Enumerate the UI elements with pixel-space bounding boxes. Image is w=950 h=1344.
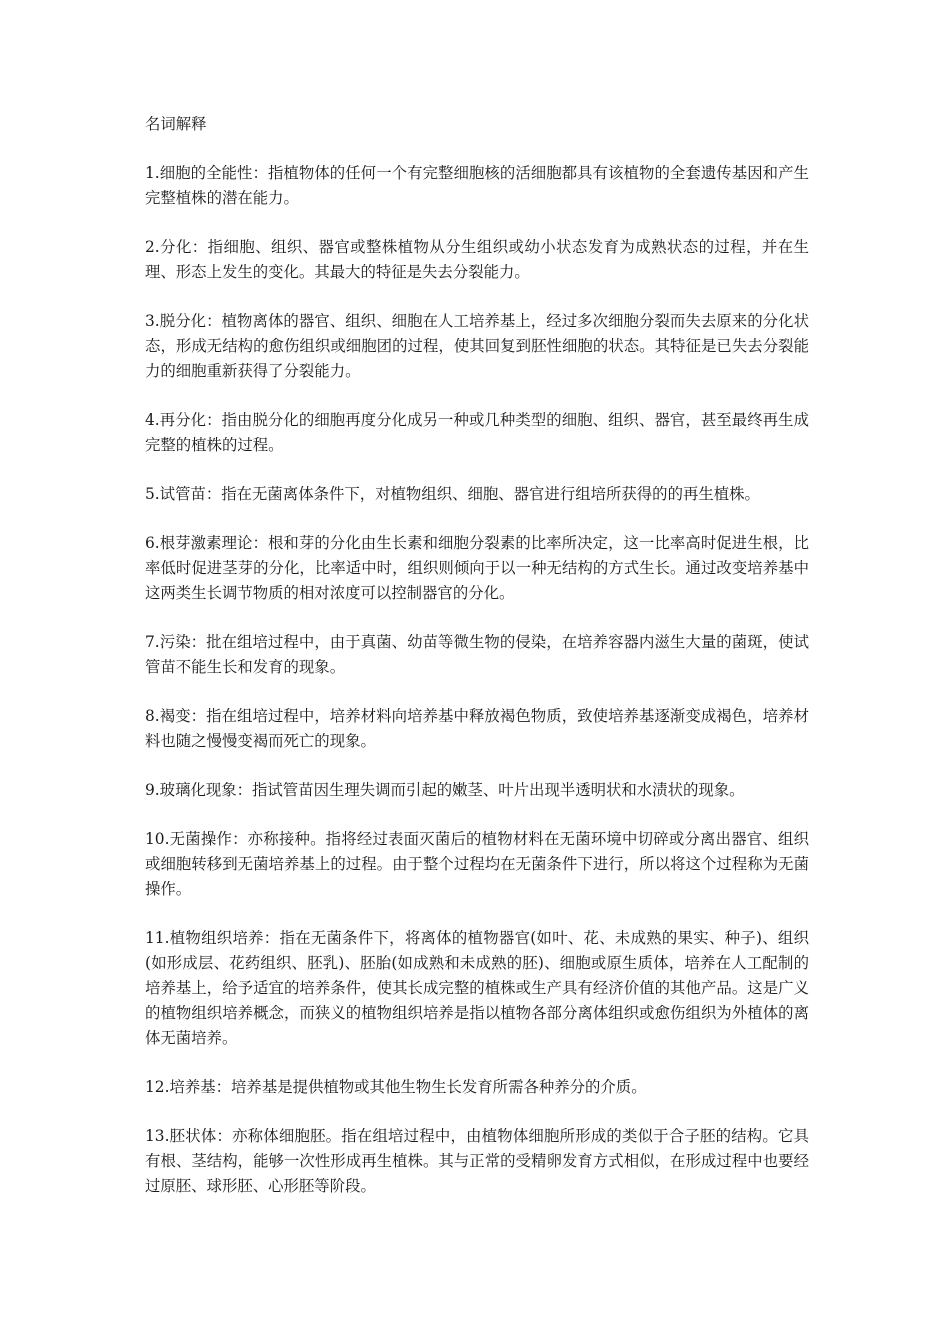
- term-entry-6: 6.根芽激素理论：根和芽的分化由生长素和细胞分裂素的比率所决定，这一比率高时促进生根，比率低时促进茎芽的分化，比率适中时，组织则倾向于以一种无结构的方式生长。通过改变培养基中这两类生长调节物质的相对浓度可以控制器官的分化。: [145, 534, 809, 602]
- term-entry-5: 5.试管苗：指在无菌离体条件下，对植物组织、细胞、器官进行组培所获得的的再生植株。: [145, 485, 760, 503]
- term-entry-3: 3.脱分化：植物离体的器官、组织、细胞在人工培养基上，经过多次细胞分裂而失去原来的分化状态，形成无结构的愈伤组织或细胞团的过程，使其回复到胚性细胞的状态。其特征是已失去分裂能力的细胞重新获得了分裂能力。: [145, 312, 809, 380]
- term-entry-11: 11.植物组织培养：指在无菌条件下，将离体的植物器官(如叶、花、未成熟的果实、种子)、组织(如形成层、花药组织、胚乳)、胚胎(如成熟和未成熟的胚)、细胞或原生质体，培养在人工配制的培养基上，给予适宜的培养条件，使其长成完整的植株或生产具有经济价值的其他产品。这是广义的植物组织培养概念，而狭义的植物组织培养是指以植物各部分离体组织或愈伤组织为外植体的离体无菌培养。: [145, 929, 809, 1047]
- term-entry-10: 10.无菌操作：亦称接种。指将经过表面灭菌后的植物材料在无菌环境中切碎或分离出器官、组织或细胞转移到无菌培养基上的过程。由于整个过程均在无菌条件下进行，所以将这个过程称为无菌操作。: [145, 830, 809, 898]
- term-entry-9: 9.玻璃化现象：指试管苗因生理失调而引起的嫩茎、叶片出现半透明状和水渍状的现象。: [145, 781, 745, 799]
- term-entry-4: 4.再分化：指由脱分化的细胞再度分化成另一种或几种类型的细胞、组织、器官，甚至最终再生成完整的植株的过程。: [145, 411, 809, 454]
- term-entry-7: 7.污染：批在组培过程中，由于真菌、幼苗等微生物的侵染，在培养容器内滋生大量的菌斑，使试管苗不能生长和发育的现象。: [145, 633, 809, 676]
- term-entry-13: 13.胚状体：亦称体细胞胚。指在组培过程中，由植物体细胞所形成的类似于合子胚的结构。它具有根、茎结构，能够一次性形成再生植株。其与正常的受精卵发育方式相似，在形成过程中也要经过原胚、球形胚、心形胚等阶段。: [145, 1127, 809, 1195]
- term-entry-2: 2.分化：指细胞、组织、器官或整株植物从分生组织或幼小状态发育为成熟状态的过程，并在生理、形态上发生的变化。其最大的特征是失去分裂能力。: [145, 238, 809, 281]
- term-entry-1: 1.细胞的全能性：指植物体的任何一个有完整细胞核的活细胞都具有该植物的全套遗传基因和产生完整植株的潜在能力。: [145, 164, 809, 207]
- term-entry-8: 8.褐变：指在组培过程中，培养材料向培养基中释放褐色物质，致使培养基逐渐变成褐色，培养材料也随之慢慢变褐而死亡的现象。: [145, 707, 809, 750]
- document-page: [145, 112, 809, 1223]
- document-heading: 名词解释: [145, 115, 207, 133]
- term-entry-12: 12.培养基：培养基是提供植物或其他生物生长发育所需各种养分的介质。: [145, 1078, 647, 1096]
